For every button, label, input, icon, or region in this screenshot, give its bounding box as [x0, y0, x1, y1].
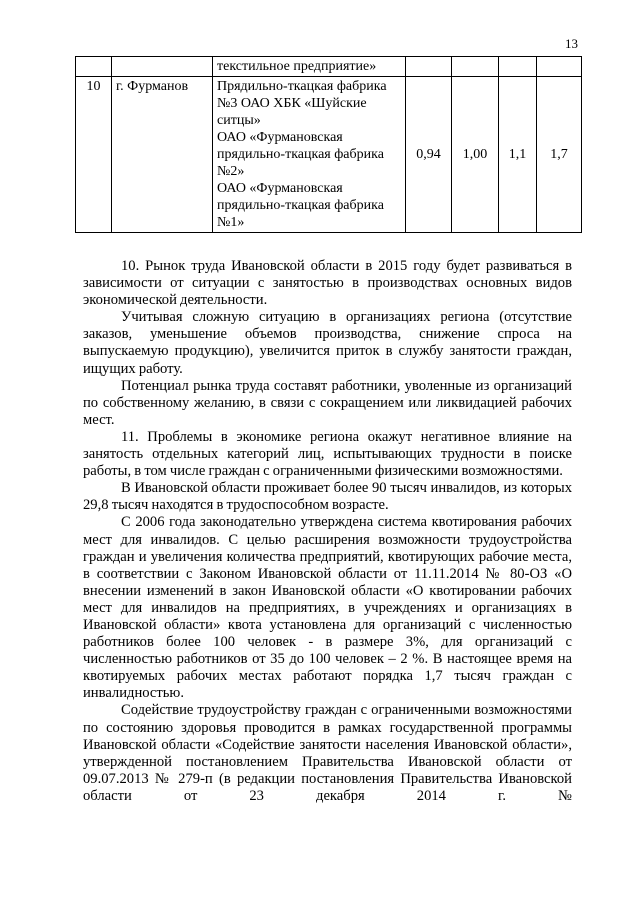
row-number-cell: 10	[76, 77, 112, 233]
table-row	[76, 77, 582, 233]
enterprise-line: Прядильно-ткацкая фабрика	[217, 79, 387, 94]
enterprises-cell	[213, 77, 406, 233]
paragraph: В Ивановской области проживает более 90 тысяч инвалидов, из которых 29,8 тысяч находятся в трудоспособном возрасте.	[83, 480, 572, 514]
value-cell: 1,00	[452, 77, 499, 233]
continued-table	[75, 56, 582, 233]
enterprise-line: ситцы»	[217, 113, 261, 128]
city-cell	[112, 57, 213, 77]
value-cell	[406, 57, 452, 77]
paragraph: Содействие трудоустройству граждан с ограниченными возможностями по состоянию здоровья проводится в рамках государственной программы Ивановской области «Содействие занятости населения Ивановской области», утвержденной постановлением Правительства Ивановской области от 09.07.2013 № 279-п (в редакции постановления Правительства Ивановской области от 23 декабря 2014 г. №	[83, 702, 572, 804]
page-number: 13	[565, 36, 578, 51]
paragraph: Потенциал рынка труда составят работники, уволенные из организаций по собственному желанию, в связи с сокращением или ликвидацией рабочих мест.	[83, 377, 572, 428]
enterprise-line: ОАО «Фурмановская	[217, 130, 343, 145]
table-row	[76, 57, 582, 77]
paragraph: С 2006 года законодательно утверждена система квотирования рабочих мест для инвалидов. С целью расширения возможности трудоустройства граждан и увеличения количества предприятий, квотирующих рабочие места, в соответствии с Законом Ивановской области от 11.11.2014 № 80-ОЗ «О внесении изменений в закон Ивановской области «О квотировании рабочих мест для инвалидов на предприятиях, в учреждениях и организациях в Ивановской области» квота установлена для организаций с численностью работников более 100 человек - в размере 3%, для организаций с численностью работников от 35 до 100 человек – 2 %. В настоящее время на квотируемых рабочих местах работают порядка 1,7 тысяч граждан с инвалидностью.	[83, 514, 572, 702]
city-cell: г. Фурманов	[112, 77, 213, 233]
enterprise-line: №2»	[217, 164, 245, 179]
value-cell	[499, 57, 537, 77]
enterprise-line: прядильно-ткацкая фабрика	[217, 198, 384, 213]
body-text	[83, 258, 572, 805]
paragraph: 10. Рынок труда Ивановской области в 2015 году будет развиваться в зависимости от ситуации с занятостью в производствах основных видов экономической деятельности.	[83, 258, 572, 309]
enterprise-line: №3 ОАО ХБК «Шуйские	[217, 96, 367, 111]
value-cell: 1,1	[499, 77, 537, 233]
enterprise-line: текстильное предприятие»	[217, 59, 377, 74]
paragraph: 11. Проблемы в экономике региона окажут негативное влияние на занятость отдельных категорий лиц, испытывающих трудности в поиске работы, в том числе граждан с ограниченными физическими возможностями.	[83, 428, 572, 480]
enterprises-cell	[213, 57, 406, 77]
enterprise-line: ОАО «Фурмановская	[217, 181, 343, 196]
row-number-cell	[76, 57, 112, 77]
value-cell	[537, 57, 582, 77]
enterprise-line: №1»	[217, 215, 245, 230]
value-cell: 0,94	[406, 77, 452, 233]
enterprise-line: прядильно-ткацкая фабрика	[217, 147, 384, 162]
value-cell: 1,7	[537, 77, 582, 233]
value-cell	[452, 57, 499, 77]
paragraph: Учитывая сложную ситуацию в организациях региона (отсутствие заказов, уменьшение объемов производства, снижение спроса на выпускаемую продукцию), увеличится приток в службу занятости граждан, ищущих работу.	[83, 309, 572, 377]
